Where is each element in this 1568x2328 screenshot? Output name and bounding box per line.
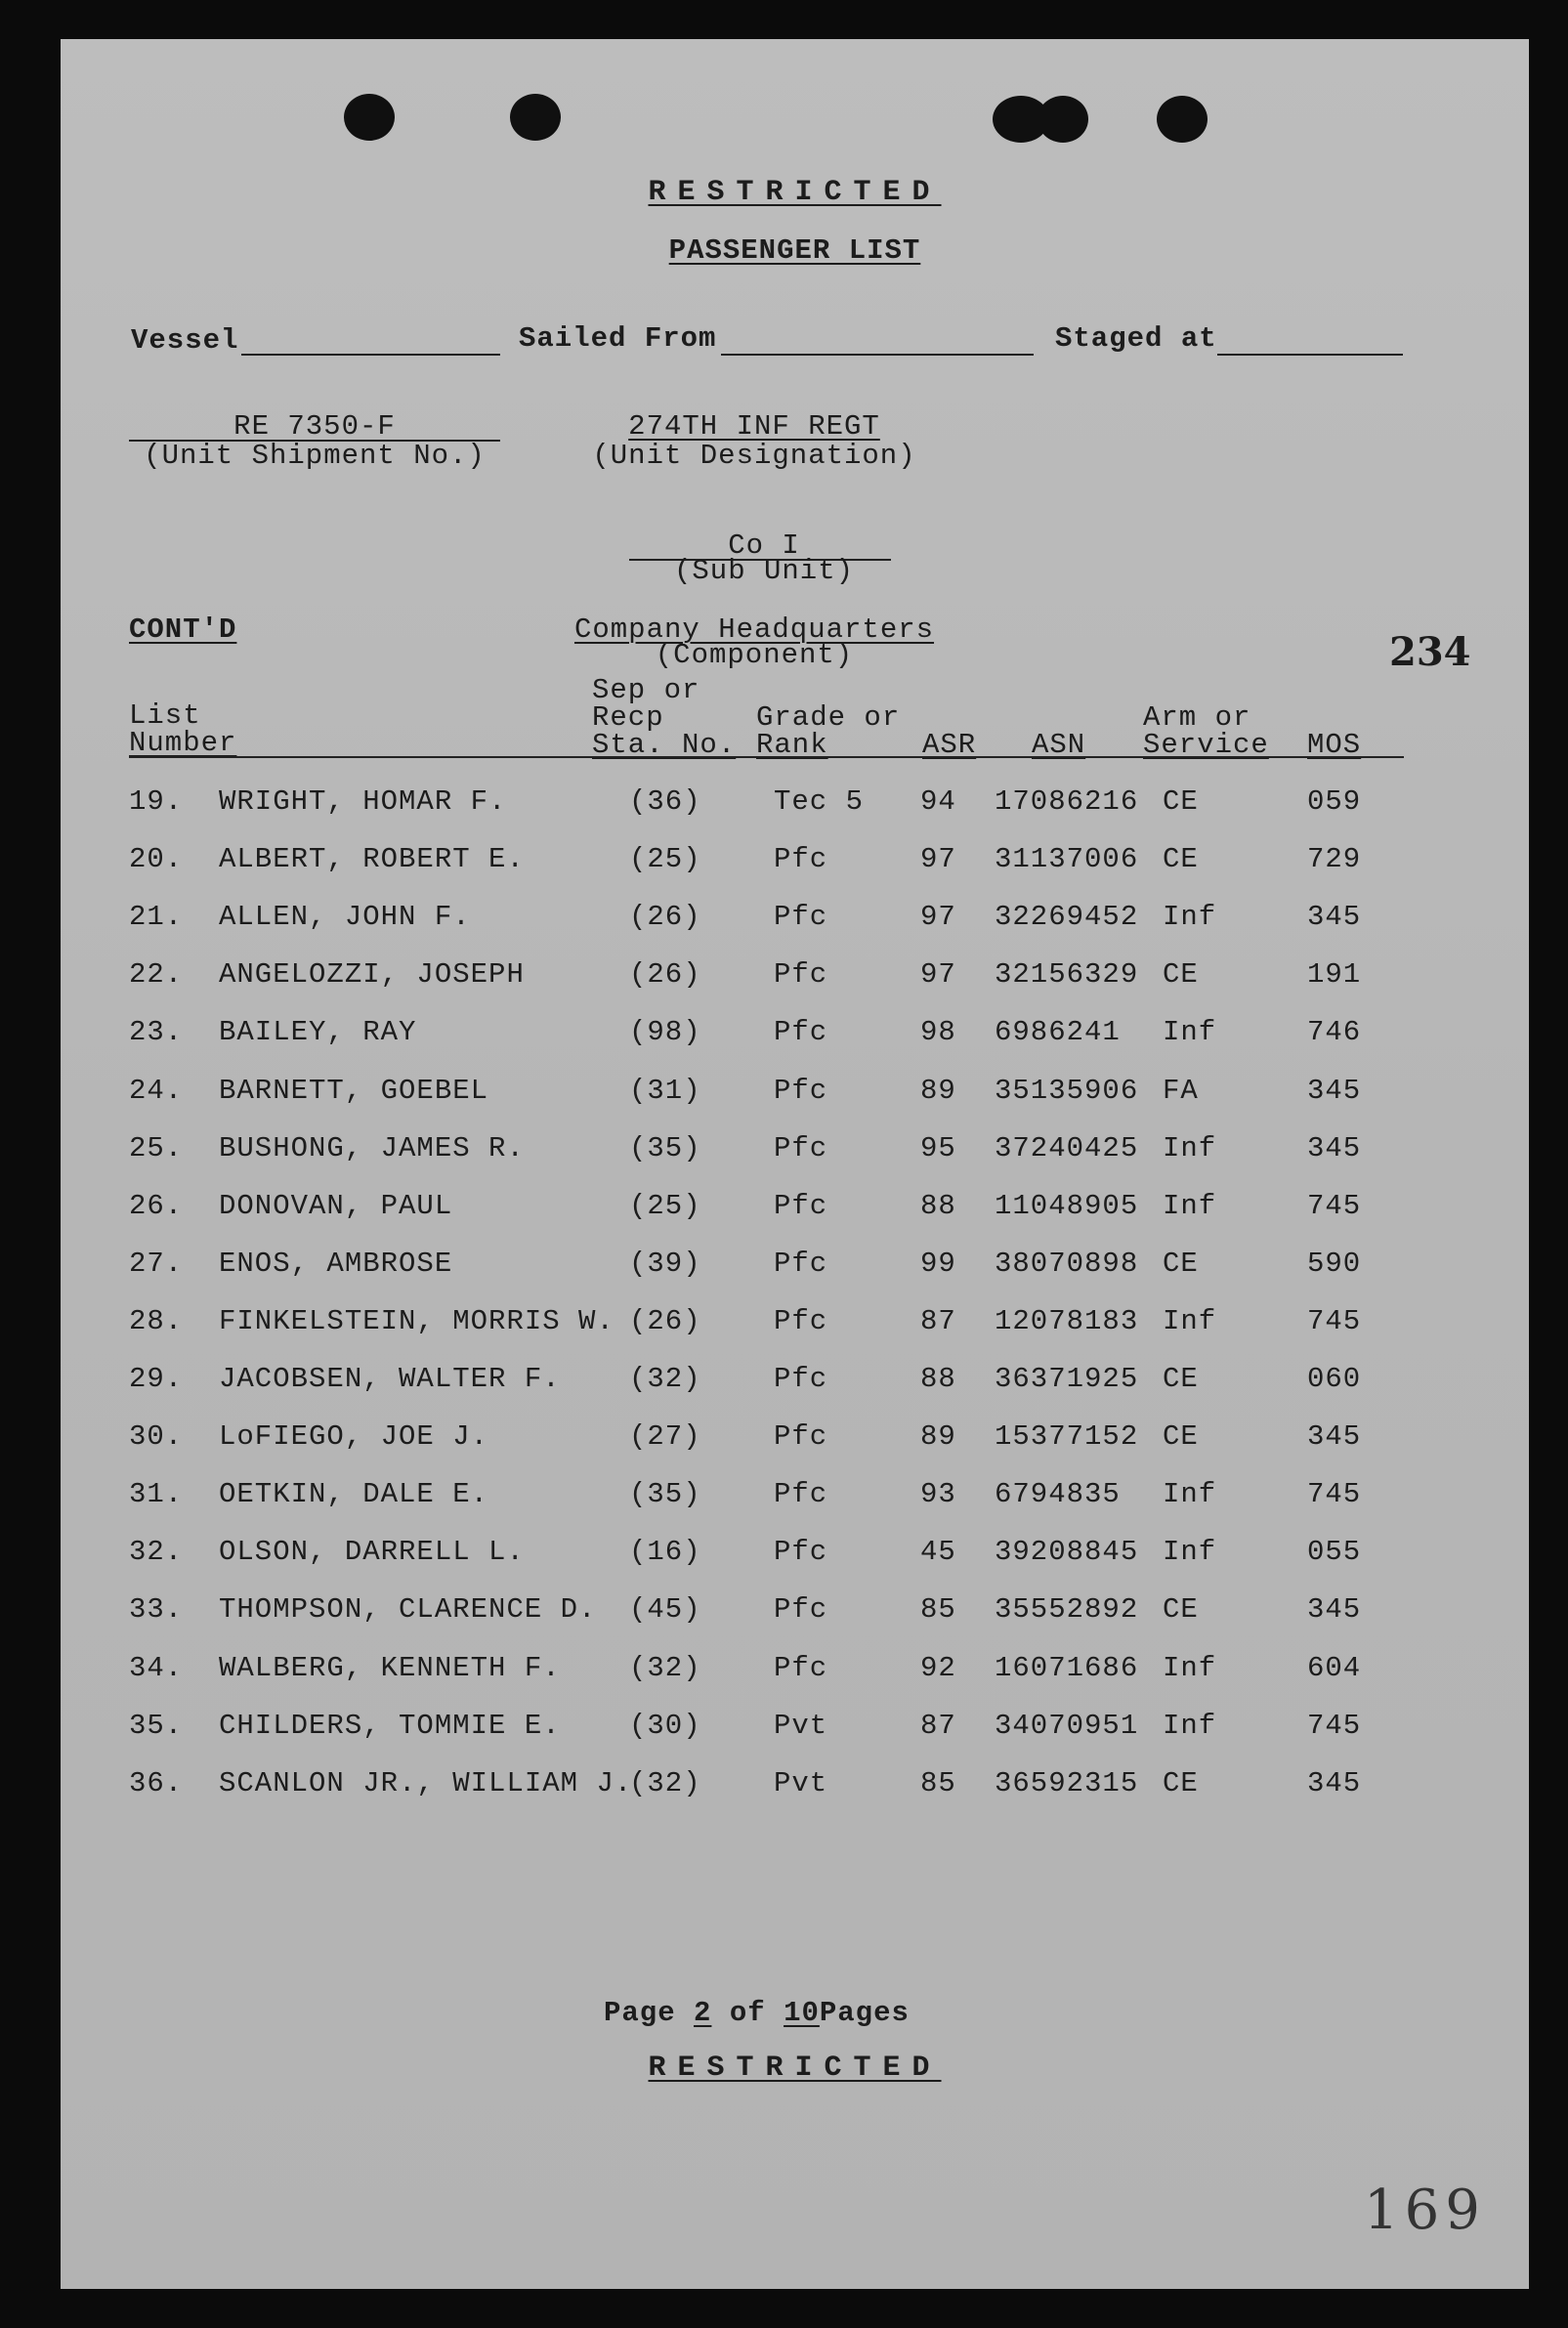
row-station: (98) bbox=[629, 1016, 701, 1049]
sailed-from-blank bbox=[721, 354, 1034, 356]
row-grade: Pfc bbox=[774, 1016, 828, 1049]
row-name: FINKELSTEIN, MORRIS W. bbox=[219, 1304, 614, 1337]
row-grade: Pfc bbox=[774, 843, 828, 876]
row-station: (36) bbox=[629, 785, 701, 818]
row-name: WALBERG, KENNETH F. bbox=[219, 1651, 561, 1684]
row-station: (32) bbox=[629, 1651, 701, 1684]
row-arm: Inf bbox=[1163, 1189, 1217, 1222]
row-number: 32. bbox=[129, 1536, 184, 1569]
row-number: 31. bbox=[129, 1478, 184, 1511]
table-row bbox=[61, 1536, 1529, 1579]
row-asn: 36592315 bbox=[995, 1766, 1139, 1799]
col-grade-2: Rank bbox=[756, 729, 828, 761]
table-row bbox=[61, 1016, 1529, 1059]
row-asr: 85 bbox=[920, 1766, 956, 1799]
document-title: PASSENGER LIST bbox=[668, 234, 921, 267]
row-asr: 88 bbox=[920, 1363, 956, 1395]
row-mos: 345 bbox=[1307, 1074, 1362, 1107]
vessel-label: Vessel bbox=[131, 324, 239, 357]
row-arm: Inf bbox=[1163, 1304, 1217, 1337]
row-arm: CE bbox=[1163, 1593, 1199, 1627]
col-sep-2: Recp bbox=[592, 701, 664, 734]
table-row bbox=[61, 1132, 1529, 1175]
of-word: of bbox=[729, 1997, 766, 2029]
row-number: 25. bbox=[129, 1131, 184, 1164]
unit-shipment-number: RE 7350-F bbox=[233, 410, 396, 443]
col-arm-1: Arm or bbox=[1143, 701, 1251, 734]
row-asr: 87 bbox=[920, 1304, 956, 1337]
row-mos: 729 bbox=[1307, 843, 1362, 876]
row-asn: 11048905 bbox=[995, 1189, 1139, 1222]
continued-label: CONT'D bbox=[129, 614, 237, 646]
row-station: (35) bbox=[629, 1131, 701, 1164]
row-asn: 32156329 bbox=[995, 958, 1139, 992]
header-rule bbox=[129, 756, 1404, 758]
row-number: 27. bbox=[129, 1247, 184, 1280]
row-number: 19. bbox=[129, 785, 184, 818]
col-mos: MOS bbox=[1307, 729, 1362, 761]
row-grade: Pfc bbox=[774, 1651, 828, 1684]
row-station: (26) bbox=[629, 958, 701, 992]
row-name: JACOBSEN, WALTER F. bbox=[219, 1363, 561, 1395]
row-grade: Pfc bbox=[774, 1593, 828, 1627]
row-asn: 16071686 bbox=[995, 1651, 1139, 1684]
table-row bbox=[61, 1190, 1529, 1233]
row-number: 35. bbox=[129, 1709, 184, 1742]
staged-at-label: Staged at bbox=[1055, 322, 1217, 355]
row-number: 34. bbox=[129, 1651, 184, 1684]
row-arm: CE bbox=[1163, 1363, 1199, 1395]
row-grade: Pfc bbox=[774, 1304, 828, 1337]
row-mos: 191 bbox=[1307, 958, 1362, 992]
row-station: (25) bbox=[629, 843, 701, 876]
stamp-number: 234 bbox=[1389, 629, 1471, 675]
restricted-footer: RESTRICTED bbox=[648, 2052, 942, 2085]
row-asn: 6986241 bbox=[995, 1016, 1121, 1049]
row-number: 33. bbox=[129, 1593, 184, 1627]
table-row bbox=[61, 1305, 1529, 1348]
page-indicator bbox=[604, 1997, 910, 2029]
row-name: WRIGHT, HOMAR F. bbox=[219, 785, 507, 818]
row-grade: Tec 5 bbox=[774, 785, 865, 818]
row-arm: CE bbox=[1163, 958, 1199, 992]
row-grade: Pfc bbox=[774, 901, 828, 934]
table-row bbox=[61, 1593, 1529, 1636]
row-grade: Pvt bbox=[774, 1766, 828, 1799]
row-number: 21. bbox=[129, 901, 184, 934]
row-asn: 12078183 bbox=[995, 1304, 1139, 1337]
row-asn: 38070898 bbox=[995, 1247, 1139, 1280]
row-mos: 746 bbox=[1307, 1016, 1362, 1049]
row-grade: Pfc bbox=[774, 1074, 828, 1107]
row-asn: 6794835 bbox=[995, 1478, 1121, 1511]
page-word: Page bbox=[604, 1997, 676, 2029]
row-mos: 345 bbox=[1307, 901, 1362, 934]
row-asr: 94 bbox=[920, 785, 956, 818]
sub-unit-caption: (Sub Unit) bbox=[673, 555, 855, 587]
document-page bbox=[61, 39, 1529, 2289]
row-asn: 17086216 bbox=[995, 785, 1139, 818]
row-name: DONOVAN, PAUL bbox=[219, 1189, 453, 1222]
row-number: 20. bbox=[129, 843, 184, 876]
page-current: 2 bbox=[694, 1997, 712, 2029]
row-number: 23. bbox=[129, 1016, 184, 1049]
row-name: BAILEY, RAY bbox=[219, 1016, 417, 1049]
table-row bbox=[61, 1420, 1529, 1463]
row-asr: 97 bbox=[920, 958, 956, 992]
row-arm: CE bbox=[1163, 1766, 1199, 1799]
row-asn: 15377152 bbox=[995, 1420, 1139, 1454]
staged-at-blank bbox=[1217, 354, 1403, 356]
row-name: ALBERT, ROBERT E. bbox=[219, 843, 525, 876]
sailed-from-label: Sailed From bbox=[519, 322, 717, 355]
row-arm: Inf bbox=[1163, 1478, 1217, 1511]
row-number: 36. bbox=[129, 1766, 184, 1799]
row-mos: 345 bbox=[1307, 1131, 1362, 1164]
row-arm: Inf bbox=[1163, 1536, 1217, 1569]
row-station: (32) bbox=[629, 1766, 701, 1799]
row-mos: 345 bbox=[1307, 1593, 1362, 1627]
table-row bbox=[61, 785, 1529, 828]
row-station: (16) bbox=[629, 1536, 701, 1569]
sub-unit: Co I bbox=[728, 529, 800, 562]
punch-hole bbox=[1038, 96, 1088, 143]
row-grade: Pfc bbox=[774, 1420, 828, 1454]
row-mos: 604 bbox=[1307, 1651, 1362, 1684]
row-station: (45) bbox=[629, 1593, 701, 1627]
row-mos: 345 bbox=[1307, 1766, 1362, 1799]
punch-hole bbox=[1157, 96, 1208, 143]
table-row bbox=[61, 1767, 1529, 1810]
row-asr: 99 bbox=[920, 1247, 956, 1280]
row-arm: Inf bbox=[1163, 901, 1217, 934]
row-asn: 31137006 bbox=[995, 843, 1139, 876]
page-total: 10 bbox=[784, 1997, 820, 2029]
row-name: BARNETT, GOEBEL bbox=[219, 1074, 489, 1107]
row-mos: 745 bbox=[1307, 1304, 1362, 1337]
row-mos: 745 bbox=[1307, 1478, 1362, 1511]
table-row bbox=[61, 1652, 1529, 1695]
row-station: (35) bbox=[629, 1478, 701, 1511]
table-row bbox=[61, 958, 1529, 1001]
row-mos: 590 bbox=[1307, 1247, 1362, 1280]
row-name: ALLEN, JOHN F. bbox=[219, 901, 471, 934]
row-asr: 89 bbox=[920, 1420, 956, 1454]
row-asr: 98 bbox=[920, 1016, 956, 1049]
col-asr: ASR bbox=[922, 729, 977, 761]
row-grade: Pfc bbox=[774, 1247, 828, 1280]
row-asn: 34070951 bbox=[995, 1709, 1139, 1742]
row-name: BUSHONG, JAMES R. bbox=[219, 1131, 525, 1164]
row-arm: Inf bbox=[1163, 1016, 1217, 1049]
table-row bbox=[61, 1363, 1529, 1406]
col-sep-1: Sep or bbox=[592, 674, 700, 706]
col-sep-3: Sta. No. bbox=[592, 729, 737, 761]
row-asr: 87 bbox=[920, 1709, 956, 1742]
row-number: 30. bbox=[129, 1420, 184, 1454]
row-grade: Pfc bbox=[774, 958, 828, 992]
col-list-1: List bbox=[129, 699, 201, 732]
col-list-2: Number bbox=[129, 727, 237, 759]
row-station: (31) bbox=[629, 1074, 701, 1107]
row-mos: 059 bbox=[1307, 785, 1362, 818]
row-asr: 45 bbox=[920, 1536, 956, 1569]
row-station: (30) bbox=[629, 1709, 701, 1742]
row-station: (26) bbox=[629, 901, 701, 934]
row-asr: 88 bbox=[920, 1189, 956, 1222]
row-number: 22. bbox=[129, 958, 184, 992]
col-grade-1: Grade or bbox=[756, 701, 901, 734]
pages-word: Pages bbox=[819, 1997, 910, 2029]
row-number: 26. bbox=[129, 1189, 184, 1222]
row-name: CHILDERS, TOMMIE E. bbox=[219, 1709, 561, 1742]
table-row bbox=[61, 1710, 1529, 1753]
row-arm: CE bbox=[1163, 1420, 1199, 1454]
row-grade: Pfc bbox=[774, 1189, 828, 1222]
row-arm: Inf bbox=[1163, 1131, 1217, 1164]
table-row bbox=[61, 1478, 1529, 1521]
row-grade: Pfc bbox=[774, 1131, 828, 1164]
component-caption: (Component) bbox=[655, 639, 854, 671]
row-grade: Pfc bbox=[774, 1363, 828, 1395]
row-station: (27) bbox=[629, 1420, 701, 1454]
punch-hole bbox=[510, 94, 561, 141]
table-row bbox=[61, 901, 1529, 944]
row-asr: 92 bbox=[920, 1651, 956, 1684]
row-mos: 060 bbox=[1307, 1363, 1362, 1395]
row-station: (32) bbox=[629, 1363, 701, 1395]
row-name: THOMPSON, CLARENCE D. bbox=[219, 1593, 597, 1627]
row-asr: 97 bbox=[920, 901, 956, 934]
row-asr: 89 bbox=[920, 1074, 956, 1107]
row-arm: CE bbox=[1163, 843, 1199, 876]
col-asn: ASN bbox=[1032, 729, 1086, 761]
row-asn: 37240425 bbox=[995, 1131, 1139, 1164]
row-mos: 055 bbox=[1307, 1536, 1362, 1569]
row-mos: 745 bbox=[1307, 1189, 1362, 1222]
punch-hole bbox=[344, 94, 395, 141]
row-mos: 745 bbox=[1307, 1709, 1362, 1742]
row-asn: 35135906 bbox=[995, 1074, 1139, 1107]
unit-designation: 274TH INF REGT bbox=[628, 410, 880, 443]
col-arm-2: Service bbox=[1143, 729, 1269, 761]
unit-designation-caption: (Unit Designation) bbox=[592, 440, 916, 472]
row-station: (26) bbox=[629, 1304, 701, 1337]
component-name: Company Headquarters bbox=[573, 614, 935, 646]
row-station: (39) bbox=[629, 1247, 701, 1280]
row-asn: 36371925 bbox=[995, 1363, 1139, 1395]
row-number: 29. bbox=[129, 1363, 184, 1395]
row-arm: Inf bbox=[1163, 1651, 1217, 1684]
row-asr: 97 bbox=[920, 843, 956, 876]
table-row bbox=[61, 843, 1529, 886]
row-name: OLSON, DARRELL L. bbox=[219, 1536, 525, 1569]
table-row bbox=[61, 1248, 1529, 1291]
row-number: 28. bbox=[129, 1304, 184, 1337]
row-name: LoFIEGO, JOE J. bbox=[219, 1420, 489, 1454]
row-arm: CE bbox=[1163, 1247, 1199, 1280]
row-arm: Inf bbox=[1163, 1709, 1217, 1742]
row-mos: 345 bbox=[1307, 1420, 1362, 1454]
row-name: ANGELOZZI, JOSEPH bbox=[219, 958, 525, 992]
row-grade: Pfc bbox=[774, 1478, 828, 1511]
row-name: ENOS, AMBROSE bbox=[219, 1247, 453, 1280]
row-asr: 85 bbox=[920, 1593, 956, 1627]
row-asn: 35552892 bbox=[995, 1593, 1139, 1627]
row-arm: FA bbox=[1163, 1074, 1199, 1107]
row-grade: Pvt bbox=[774, 1709, 828, 1742]
row-name: OETKIN, DALE E. bbox=[219, 1478, 489, 1511]
row-name: SCANLON JR., WILLIAM J. bbox=[219, 1766, 633, 1799]
row-grade: Pfc bbox=[774, 1536, 828, 1569]
row-asn: 39208845 bbox=[995, 1536, 1139, 1569]
vessel-blank bbox=[241, 354, 500, 356]
handwritten-number: 169 bbox=[1364, 2179, 1486, 2242]
row-station: (25) bbox=[629, 1189, 701, 1222]
unit-shipment-caption: (Unit Shipment No.) bbox=[144, 440, 486, 472]
row-arm: CE bbox=[1163, 785, 1199, 818]
restricted-header: RESTRICTED bbox=[648, 176, 942, 209]
row-asr: 95 bbox=[920, 1131, 956, 1164]
row-asr: 93 bbox=[920, 1478, 956, 1511]
row-number: 24. bbox=[129, 1074, 184, 1107]
row-asn: 32269452 bbox=[995, 901, 1139, 934]
table-row bbox=[61, 1075, 1529, 1118]
